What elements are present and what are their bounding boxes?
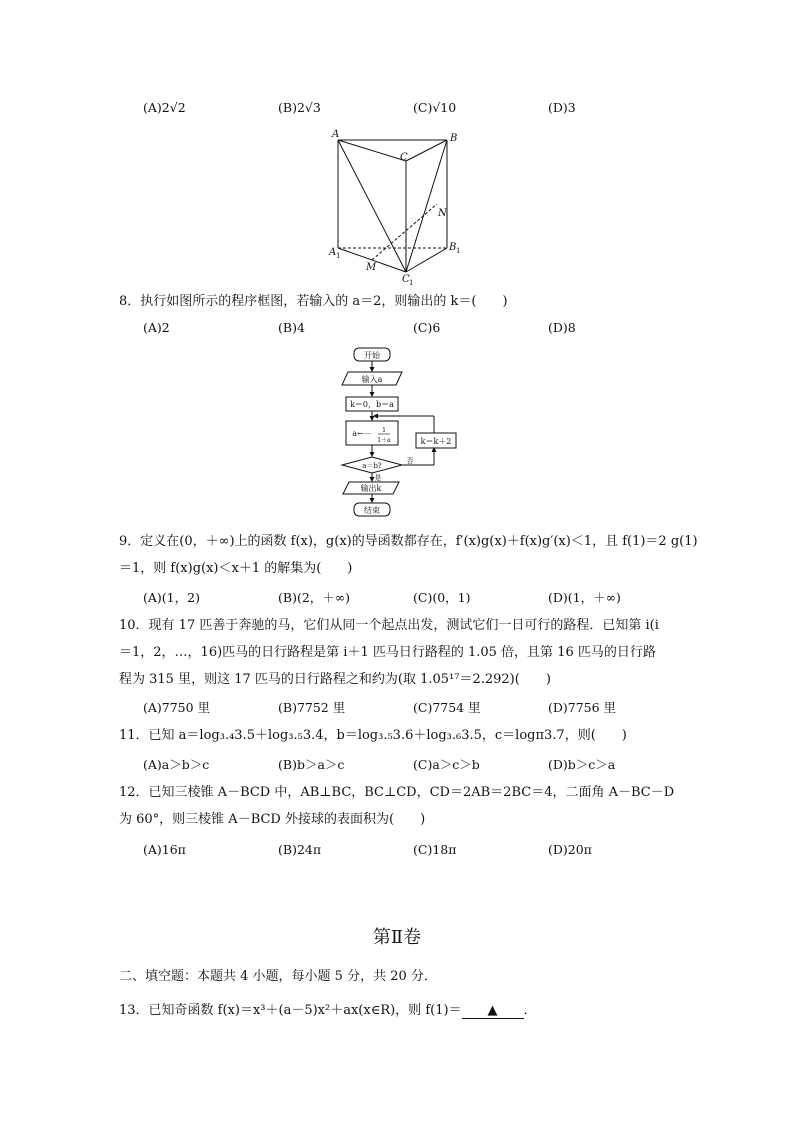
q10-line2: ＝1，2，…，16)匹马的日行路程是第 i＋1 匹马日行路程的 1.05 倍，且第 16 匹马的日行路: [119, 645, 656, 660]
q12-option-b: (B)24π: [278, 842, 322, 857]
q8-stem: 8．执行如图所示的程序框图，若输入的 a＝2，则输出的 k＝( ): [119, 294, 508, 309]
q10-option-b: (B)7752 里: [278, 700, 346, 715]
flow-assign-lhs: a←－: [352, 429, 372, 438]
flowchart: [340, 345, 465, 520]
flow-input: 输入a: [361, 375, 383, 384]
part2-title: 第Ⅱ卷: [372, 927, 422, 948]
q13-stem: 13．已知奇函数 f(x)＝x³＋(a－5)x²＋ax(x∈R)，则 f(1)＝: [119, 1003, 462, 1018]
q12-option-c: (C)18π: [413, 842, 457, 857]
q12-line2: 为 60°，则三棱锥 A－BCD 外接球的表面积为( ): [119, 812, 426, 827]
label-n: N: [438, 208, 447, 219]
q10-line1: 10．现有 17 匹善于奔驰的马，它们从同一个起点出发，测试它们一日可行的路程．已知第 i(i: [119, 618, 659, 633]
label-b: B: [450, 133, 458, 144]
q7-option-d: (D)3: [548, 100, 576, 115]
q11-stem: 11．已知 a＝log₃.₄3.5＋log₃.₅3.4，b＝log₃.₅3.6＋log₃.₆3.5，c＝logπ3.7，则( ): [119, 728, 627, 743]
q9-line2: ＝1，则 f(x)g(x)＜x＋1 的解集为( ): [119, 561, 353, 576]
q12-line1: 12．已知三棱锥 A－BCD 中，AB⊥BC，BC⊥CD，CD＝2AB＝2BC＝4，二面角 A－BC－D: [119, 785, 675, 800]
q8-option-a: (A)2: [143, 320, 170, 335]
flow-assign-num: 1: [382, 427, 386, 434]
label-a1: A: [329, 247, 337, 258]
label-m: M: [366, 262, 377, 273]
flow-output: 输出k: [360, 484, 382, 493]
flow-start: 开始: [364, 351, 380, 360]
q10-option-d: (D)7756 里: [548, 700, 617, 715]
q11-option-d: (D)b＞c＞a: [548, 757, 616, 772]
q11-option-b: (B)b＞a＞c: [278, 757, 345, 772]
flow-incr: k＝k＋2: [420, 437, 452, 446]
sub-c1: 1: [409, 279, 414, 287]
flow-no: 否: [406, 457, 414, 465]
label-c: C: [400, 152, 408, 163]
q9-option-a: (A)(1，2): [143, 590, 200, 605]
q7-option-b: (B)2√3: [278, 100, 321, 115]
flow-cond: a＝b?: [362, 462, 382, 470]
q11-option-a: (A)a＞b＞c: [143, 757, 210, 772]
q10-option-c: (C)7754 里: [413, 700, 481, 715]
sub-b1: 1: [456, 247, 461, 255]
sub-a1: 1: [336, 252, 341, 260]
prism-figure: [320, 128, 470, 288]
q7-option-c: (C)√10: [413, 100, 457, 115]
flow-assign-den: 1＋a: [377, 437, 391, 444]
label-b1: B: [449, 242, 457, 253]
q7-option-a: (A)2√2: [143, 100, 186, 115]
q10-line3: 程为 315 里，则这 17 匹马的日行路程之和约为(取 1.05¹⁷＝2.292)( ): [119, 672, 551, 687]
q12-option-d: (D)20π: [548, 842, 592, 857]
q13-end: ．: [523, 1003, 537, 1018]
q12-option-a: (A)16π: [143, 842, 186, 857]
q9-option-c: (C)(0，1): [413, 590, 471, 605]
q8-option-c: (C)6: [413, 320, 441, 335]
q9-line1: 9．定义在(0，＋∞)上的函数 f(x)，g(x)的导函数都存在，f′(x)g(x)＋f(x)g′(x)＜1，且 f(1)＝2 g(1): [119, 534, 698, 549]
q8-option-d: (D)8: [548, 320, 576, 335]
flow-end: 结束: [364, 506, 380, 515]
q13-answer-blank: ▲: [462, 1004, 524, 1019]
q8-option-b: (B)4: [278, 320, 305, 335]
q13-line: [119, 1002, 537, 1020]
label-c1: C: [402, 274, 410, 285]
q9-option-b: (B)(2，＋∞): [278, 590, 351, 605]
part2-section-heading: 二、填空题：本题共 4 小题，每小题 5 分，共 20 分．: [119, 969, 437, 984]
q10-option-a: (A)7750 里: [143, 700, 211, 715]
flow-init: k＝0，b＝a: [350, 400, 394, 409]
q9-option-d: (D)(1，＋∞): [548, 590, 621, 605]
q11-option-c: (C)a＞c＞b: [413, 757, 480, 772]
label-a: A: [332, 129, 340, 140]
flow-yes: 是: [374, 474, 382, 482]
